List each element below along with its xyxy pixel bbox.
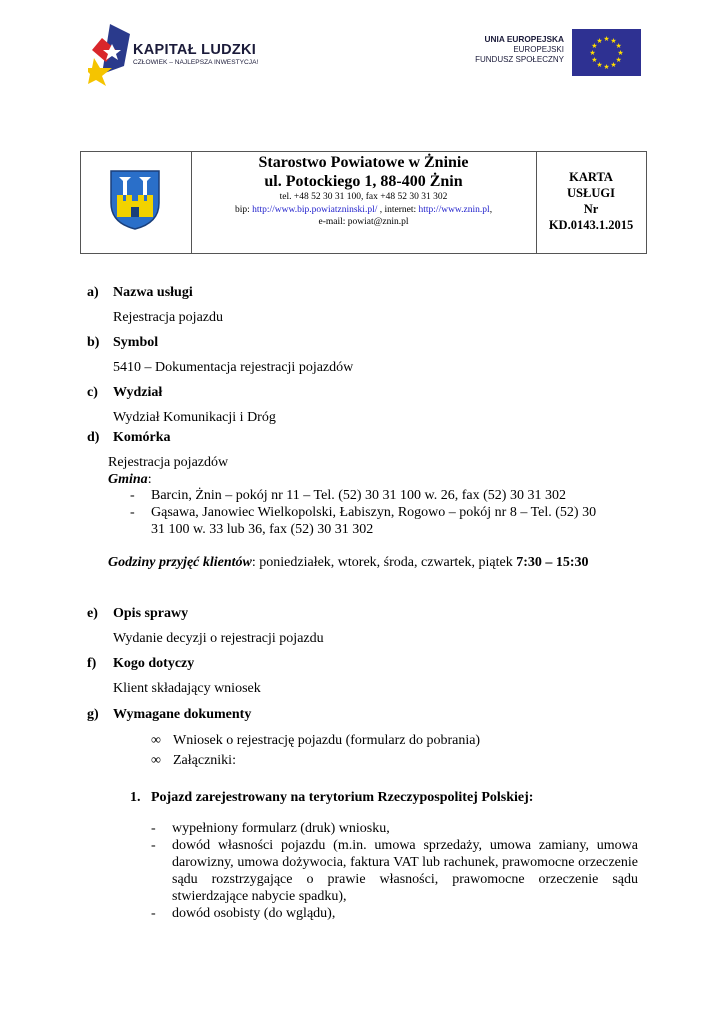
section-d-title: Komórka bbox=[113, 430, 171, 445]
office-header-table bbox=[80, 151, 647, 254]
hours-time: 7:30 – 15:30 bbox=[516, 555, 589, 570]
bip-label: bip: bbox=[234, 204, 253, 215]
office-address: ul. Potockiego 1, 88-400 Żnin bbox=[264, 173, 463, 190]
coat-of-arms-icon bbox=[109, 169, 161, 231]
doc-item-2 bbox=[172, 837, 638, 905]
section-g-marker: g) bbox=[87, 707, 99, 722]
section-e-marker: e) bbox=[87, 606, 98, 621]
section-b-title: Symbol bbox=[113, 335, 159, 350]
section-a-text: Rejestracja pojazdu bbox=[113, 310, 224, 325]
doc-dash-2: - bbox=[151, 838, 156, 853]
eu-line-2: EUROPEJSKI bbox=[513, 44, 564, 54]
eu-line-1: UNIA EUROPEJSKA bbox=[484, 34, 564, 44]
section-b-text: 5410 – Dokumentacja rejestracji pojazdów bbox=[113, 360, 354, 375]
section-c-title: Wydział bbox=[113, 385, 163, 400]
eu-star: ★ bbox=[596, 61, 603, 70]
eu-flag-icon bbox=[572, 29, 641, 76]
documents-item-1: Wniosek o rejestrację pojazdu (formularz do pobrania) bbox=[173, 733, 481, 748]
gmina-dash-2: - bbox=[130, 505, 135, 520]
doc-item-3: dowód osobisty (do wglądu), bbox=[172, 906, 336, 921]
gmina-label bbox=[108, 471, 152, 488]
eu-line-3: FUNDUSZ SPOŁECZNY bbox=[475, 55, 564, 64]
eu-star: ★ bbox=[603, 63, 610, 71]
section-b-marker: b) bbox=[87, 335, 100, 350]
bullet-icon: ∞ bbox=[151, 733, 161, 748]
office-name: Starostwo Powiatowe w Żninie bbox=[258, 154, 469, 171]
service-card-number: KD.0143.1.2015 bbox=[548, 218, 634, 232]
eu-fund-text bbox=[475, 34, 564, 66]
office-web-line bbox=[191, 204, 536, 217]
hours-label: Godziny przyjęć klientów bbox=[108, 555, 252, 570]
eu-star: ★ bbox=[615, 42, 622, 50]
section-a-title: Nazwa usługi bbox=[113, 285, 193, 300]
gmina-colon: : bbox=[147, 472, 152, 487]
eu-star: ★ bbox=[615, 56, 622, 64]
eu-star: ★ bbox=[603, 35, 610, 43]
doc-item-2-text: dowód własności pojazdu (m.in. umowa sprzedaży, umowa zamiany, umowa darowizny, umowa dożywocia, faktura VAT lub rachunek, prawomocne orzeczenie sądu rozstrzygające o prawie własności, prawomocne orzeczenie sądu stwierdzające nabycie spadku), bbox=[172, 838, 638, 904]
doc-item-1: wypełniony formularz (druk) wniosku, bbox=[172, 821, 390, 836]
bip-link[interactable]: http://www.bip.powiatzninski.pl/ bbox=[252, 204, 378, 215]
gmina-item-2-line-2: 31 100 w. 33 lub 36, fax (52) 30 31 302 bbox=[151, 522, 374, 537]
office-hours bbox=[108, 554, 589, 571]
gmina-item-1: Barcin, Żnin – pokój nr 11 – Tel. (52) 30 31 100 w. 26, fax (52) 30 31 302 bbox=[151, 488, 566, 503]
eu-star: ★ bbox=[591, 56, 598, 64]
doc-dash-3: - bbox=[151, 906, 156, 921]
gmina-dash-1: - bbox=[130, 488, 135, 503]
section-a-marker: a) bbox=[87, 285, 99, 300]
kapital-ludzki-subtitle: CZŁOWIEK – NAJLEPSZA INWESTYCJA! bbox=[133, 59, 259, 66]
kapital-ludzki-title: KAPITAŁ LUDZKI bbox=[133, 42, 257, 58]
subsection-1-title: Pojazd zarejestrowany na terytorium Rzeczypospolitej Polskiej: bbox=[151, 790, 534, 805]
service-card-label bbox=[536, 169, 646, 233]
section-c-text: Wydział Komunikacji i Dróg bbox=[113, 410, 276, 425]
section-f-text: Klient składający wniosek bbox=[113, 681, 261, 696]
subsection-1-number: 1. bbox=[130, 790, 141, 805]
documents-item-2: Załączniki: bbox=[173, 753, 236, 768]
karta-line-1: KARTA bbox=[569, 170, 613, 184]
section-f-marker: f) bbox=[87, 656, 97, 671]
section-e-text: Wydanie decyzji o rejestracji pojazdu bbox=[113, 631, 324, 646]
eu-star: ★ bbox=[591, 42, 598, 50]
section-c-marker: c) bbox=[87, 385, 98, 400]
doc-dash-1: - bbox=[151, 821, 156, 836]
gmina-item-2-line-1: Gąsawa, Janowiec Wielkopolski, Łabiszyn, Rogowo – pokój nr 8 – Tel. (52) 30 bbox=[151, 505, 597, 520]
karta-line-3: Nr bbox=[583, 202, 599, 216]
eu-star: ★ bbox=[610, 61, 617, 70]
section-f-title: Kogo dotyczy bbox=[113, 656, 195, 671]
office-phone: tel. +48 52 30 31 100, fax +48 52 30 31 302 bbox=[279, 192, 448, 202]
web-comma: , bbox=[489, 204, 493, 215]
section-d-text: Rejestracja pojazdów bbox=[108, 455, 229, 470]
bullet-icon: ∞ bbox=[151, 753, 161, 768]
eu-star: ★ bbox=[596, 36, 603, 45]
eu-star: ★ bbox=[610, 36, 617, 45]
internet-link[interactable]: http://www.znin.pl bbox=[418, 204, 490, 215]
service-card-cell bbox=[536, 152, 646, 253]
office-info-cell bbox=[191, 152, 537, 253]
section-d-marker: d) bbox=[87, 430, 100, 445]
office-email: e-mail: powiat@znin.pl bbox=[318, 217, 409, 227]
karta-line-2: USŁUGI bbox=[567, 186, 615, 200]
hours-days: : poniedziałek, wtorek, środa, czwartek, piątek bbox=[251, 555, 517, 570]
kapital-ludzki-emblem-icon bbox=[88, 22, 132, 86]
gmina-word: Gmina bbox=[108, 472, 148, 487]
internet-label: , internet: bbox=[377, 204, 419, 215]
section-g-title: Wymagane dokumenty bbox=[113, 707, 252, 722]
coat-of-arms-cell bbox=[81, 152, 192, 253]
eu-star: ★ bbox=[589, 49, 596, 57]
eu-star: ★ bbox=[617, 49, 624, 57]
section-e-title: Opis sprawy bbox=[113, 606, 189, 621]
